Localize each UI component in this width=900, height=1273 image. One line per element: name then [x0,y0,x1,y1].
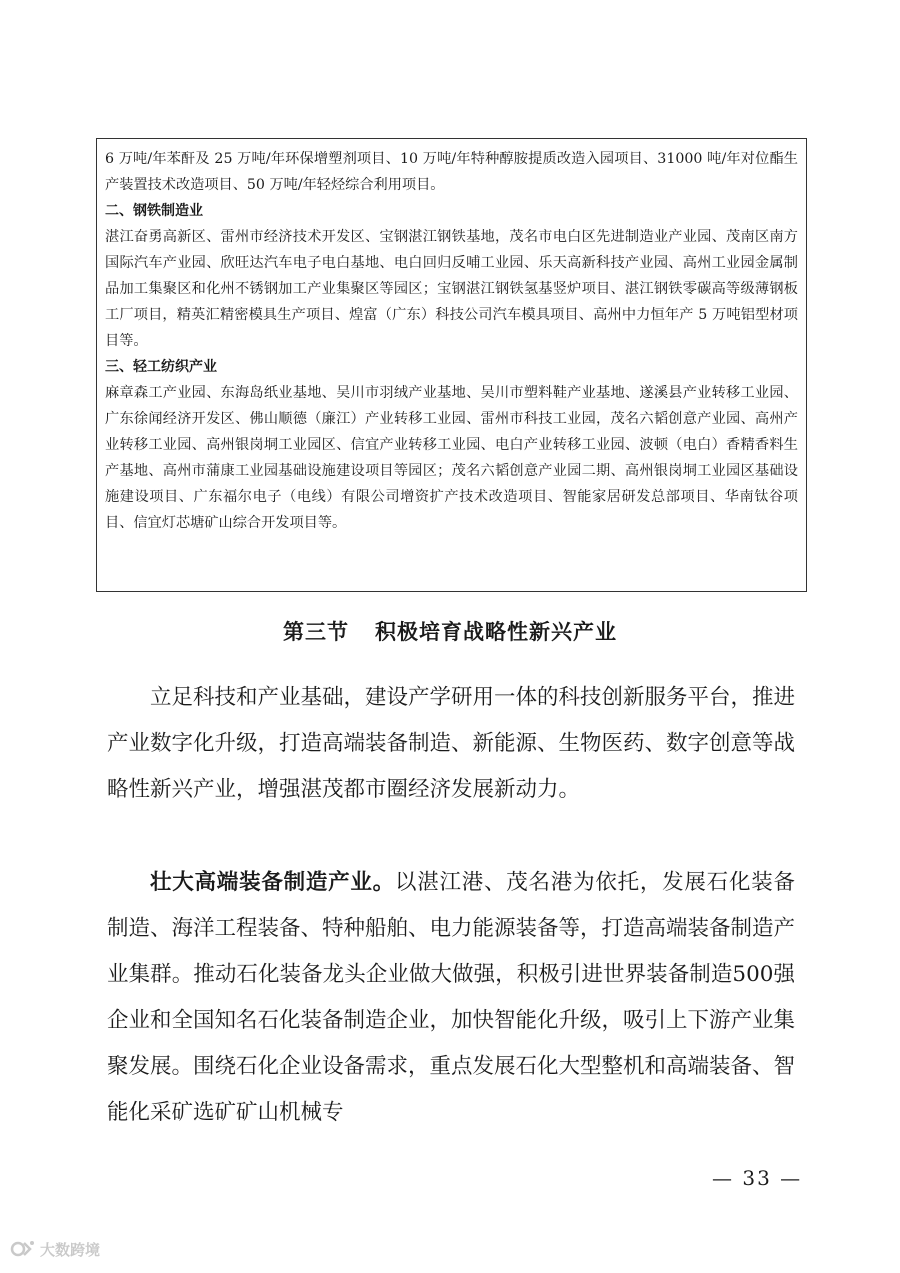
brand-logo-icon [10,1238,36,1260]
equipment-paragraph [107,860,795,1136]
watermark-text: 大数跨境 [40,1240,101,1259]
steel-section-text: 湛江奋勇高新区、雷州市经济技术开发区、宝钢湛江钢铁基地，茂名市电白区先进制造业产业园、茂南区南方国际汽车产业园、欣旺达汽车电子电白基地、电白回归反哺工业园、乐天高新科技产业园、高州工业园金属制品加工集聚区和化州不锈钢加工产业集聚区等园区；宝钢湛江钢铁氢基竖炉项目、湛江钢铁零碳高等级薄钢板工厂项目，精英汇精密模具生产项目、煌富（广东）科技公司汽车模具项目、高州中力恒年产 5 万吨铝型材项目等。 [105,229,798,349]
watermark [10,1238,100,1260]
intro-paragraph: 立足科技和产业基础，建设产学研用一体的科技创新服务平台，推进产业数字化升级，打造高端装备制造、新能源、生物医药、数字创意等战略性新兴产业，增强湛茂都市圈经济发展新动力。 [107,685,796,802]
textile-section-text: 麻章森工产业园、东海岛纸业基地、吴川市羽绒产业基地、吴川市塑料鞋产业基地、遂溪县产业转移工业园、广东徐闻经济开发区、佛山顺德（廉江）产业转移工业园、雷州市科技工业园，茂名六韬创意产业园、高州产业转移工业园、高州银岗垌工业园区、信宜产业转移工业园、电白产业转移工业园、波顿（电白）香精香料生产基地、高州市蒲康工业园基础设施建设项目等园区；茂名六韬创意产业园二期、高州银岗垌工业园区基础设施建设项目、广东福尔电子（电线）有限公司增资扩产技术改造项目、智能家居研发总部项目、华南钛谷项目、信宜灯芯塘矿山综合开发项目等。 [105,385,798,531]
project-list-box [96,138,807,592]
box-intro: 6 万吨/年苯酐及 25 万吨/年环保增塑剂项目、10 万吨/年特种醇胺提质改造入园项目、31000 吨/年对位酯生产装置技术改造项目、50 万吨/年轻烃综合利用项目。 [105,151,798,193]
section-number: 第三节 [283,620,349,644]
equipment-paragraph-text: 以湛江港、茂名港为依托，发展石化装备制造、海洋工程装备、特种船舶、电力能源装备等，打造高端装备制造产业集群。推动石化装备龙头企业做大做强，积极引进世界装备制造500强企业和全国知名石化装备制造企业，加快智能化升级，吸引上下游产业集聚发展。围绕石化企业设备需求，重点发展石化大型整机和高端装备、智能化采矿选矿矿山机械专 [107,870,796,1125]
equipment-paragraph-block [107,860,795,1136]
steel-section-heading: 二、钢铁制造业 [105,203,203,219]
equipment-paragraph-lead: 壮大高端装备制造产业。 [150,870,395,895]
intro-paragraph-block [107,675,795,813]
section-heading: 积极培育战略性新兴产业 [375,620,617,644]
textile-section-heading: 三、轻工纺织产业 [105,359,217,375]
page-number: — 33 — [712,1166,803,1190]
section-title [0,616,900,646]
